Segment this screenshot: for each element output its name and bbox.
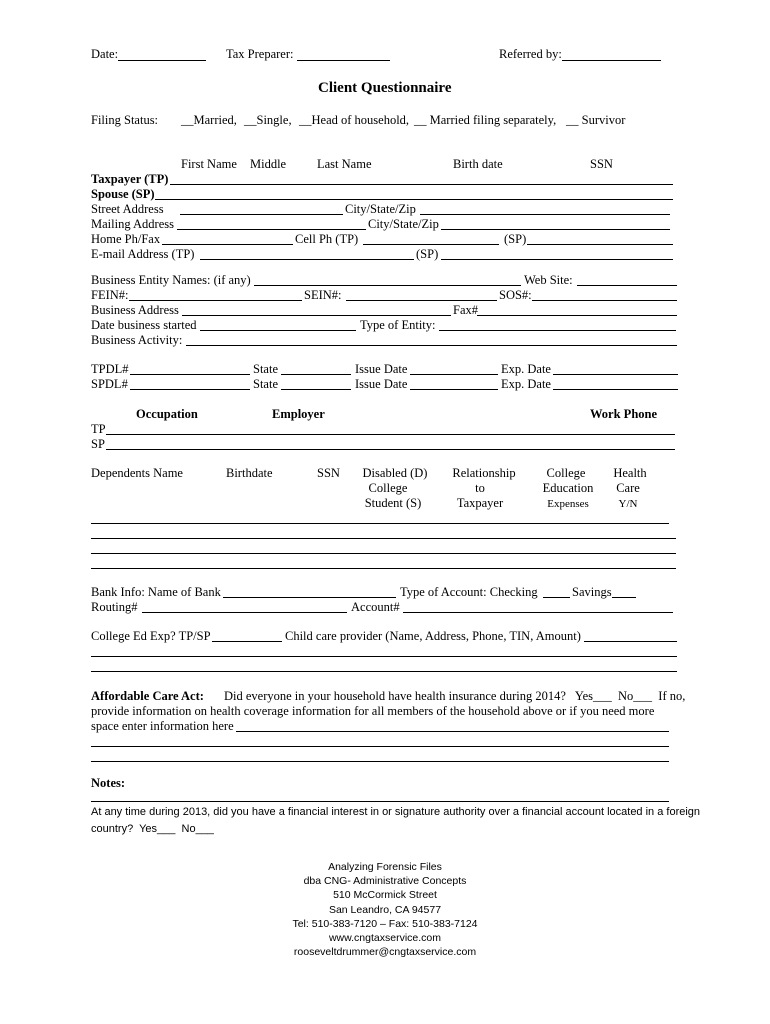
health-header-3: Y/N (618, 498, 638, 510)
aca-label: Affordable Care Act: (91, 689, 204, 703)
spdl-field[interactable] (130, 389, 250, 390)
mailing-city-state-zip-label: City/State/Zip (368, 217, 439, 231)
tpdl-exp-field[interactable] (553, 374, 678, 375)
city-state-zip-label: City/State/Zip (345, 202, 416, 216)
spdl-issue-field[interactable] (410, 389, 498, 390)
bank-name-label: Bank Info: Name of Bank (91, 585, 221, 599)
disabled-header-3: Student (S) (364, 496, 422, 510)
health-header-2: Care (616, 481, 640, 495)
cell-phone-sp-field[interactable] (527, 244, 673, 245)
date-label: Date: (91, 47, 119, 61)
referred-by-label: Referred by: (499, 47, 562, 61)
dependent-row-2[interactable] (91, 538, 676, 539)
account-type-checking-label: Type of Account: Checking (400, 585, 538, 599)
aca-field-2[interactable] (91, 746, 669, 747)
occupation-tp-field[interactable] (106, 434, 675, 435)
filing-option-survivor[interactable]: __ Survivor (566, 113, 626, 127)
fax-field[interactable] (477, 315, 677, 316)
aca-line-2: provide information on health coverage information for all members of the household above or if you need more (91, 704, 655, 718)
child-care-field[interactable] (584, 641, 677, 642)
footer-line: Tel: 510-383-7120 – Fax: 510-383-7124 (292, 917, 478, 930)
routing-label: Routing# (91, 600, 138, 614)
footer-email-link[interactable]: rooseveltdrummer@cngtaxservice.com (293, 946, 477, 959)
dependent-row-1[interactable] (91, 523, 669, 524)
sos-field[interactable] (532, 300, 677, 301)
aca-line-3: space enter information here (91, 719, 234, 733)
tpdl-issue-label: Issue Date (355, 362, 408, 376)
business-entity-field[interactable] (254, 285, 521, 286)
notes-label: Notes: (91, 776, 126, 790)
dependents-name-header: Dependents Name (91, 466, 183, 480)
spdl-state-field[interactable] (281, 389, 351, 390)
sein-label: SEIN#: (304, 288, 342, 302)
savings-label: Savings (572, 585, 612, 599)
occupation-sp-field[interactable] (106, 449, 675, 450)
street-address-field[interactable] (180, 214, 343, 215)
street-address-label: Street Address (91, 202, 164, 216)
child-care-label: Child care provider (Name, Address, Phone, TIN, Amount) (285, 629, 581, 643)
filing-option-married[interactable]: __Married, (181, 113, 237, 127)
business-address-label: Business Address (91, 303, 179, 317)
disabled-header-1: Disabled (D) (362, 466, 428, 480)
footer-line: Analyzing Forensic Files (328, 861, 442, 873)
aca-field-1[interactable] (236, 731, 669, 732)
web-site-label: Web Site: (524, 273, 573, 287)
health-header-1: Health (613, 466, 647, 480)
email-sp-field[interactable] (441, 259, 673, 260)
entity-type-field[interactable] (439, 330, 676, 331)
fein-field[interactable] (129, 300, 302, 301)
tpdl-label: TPDL# (91, 362, 129, 376)
tpdl-issue-field[interactable] (410, 374, 498, 375)
email-tp-label: E-mail Address (TP) (91, 247, 195, 261)
employer-header: Employer (272, 407, 325, 421)
col-middle: Middle (250, 157, 287, 171)
fein-label: FEIN#: (91, 288, 129, 302)
tax-preparer-field[interactable] (297, 60, 390, 61)
footer-website-link[interactable]: www.cngtaxservice.com (328, 932, 442, 945)
cell-phone-sp-label: (SP) (504, 232, 527, 246)
business-activity-label: Business Activity: (91, 333, 183, 347)
spdl-label: SPDL# (91, 377, 128, 391)
mailing-address-label: Mailing Address (91, 217, 174, 231)
sos-label: SOS#: (499, 288, 532, 302)
tpdl-exp-label: Exp. Date (501, 362, 551, 376)
account-number-label: Account# (351, 600, 400, 614)
work-phone-header: Work Phone (590, 407, 658, 421)
date-field[interactable] (118, 60, 206, 61)
college-ed-exp-label: College Ed Exp? TP/SP (91, 629, 211, 643)
sein-field[interactable] (346, 300, 497, 301)
footer-line: 510 McCormick Street (333, 889, 437, 902)
col-birth-date: Birth date (453, 157, 503, 171)
spdl-issue-label: Issue Date (355, 377, 408, 391)
account-number-field[interactable] (403, 612, 673, 613)
tax-preparer-label: Tax Preparer: (226, 47, 294, 61)
aca-field-3[interactable] (91, 761, 669, 762)
dependents-birthdate-header: Birthdate (226, 466, 273, 480)
notes-field[interactable] (91, 801, 669, 802)
occupation-tp-label: TP (91, 422, 106, 436)
referred-by-field[interactable] (562, 60, 661, 61)
city-state-zip-field[interactable] (420, 214, 670, 215)
routing-field[interactable] (142, 612, 347, 613)
taxpayer-field[interactable] (170, 184, 673, 185)
college-ed-exp-field[interactable] (212, 641, 282, 642)
date-started-field[interactable] (200, 330, 356, 331)
college-header-3: Expenses (547, 498, 589, 510)
cell-phone-tp-field[interactable] (363, 244, 499, 245)
entity-type-label: Type of Entity: (360, 318, 436, 332)
spouse-field[interactable] (155, 199, 673, 200)
savings-field[interactable] (612, 597, 636, 598)
relationship-header-3: Taxpayer (456, 496, 504, 510)
spdl-exp-label: Exp. Date (501, 377, 551, 391)
aca-line-1: Did everyone in your household have health insurance during 2014? Yes___ No___ If no, (224, 689, 686, 703)
footer-line: San Leandro, CA 94577 (328, 903, 442, 916)
business-entity-label: Business Entity Names: (if any) (91, 273, 251, 287)
child-care-line-3[interactable] (91, 671, 677, 672)
mailing-city-state-zip-field[interactable] (441, 229, 670, 230)
col-first-name: First Name (181, 157, 237, 171)
footer-line: dba CNG- Administrative Concepts (303, 875, 467, 888)
dependents-ssn-header: SSN (317, 466, 340, 480)
col-last-name: Last Name (317, 157, 372, 171)
email-sp-label: (SP) (416, 247, 439, 261)
checking-field[interactable] (543, 597, 570, 598)
spdl-state-label: State (253, 377, 278, 391)
filing-option-head-of-household[interactable]: __Head of household, (299, 113, 410, 127)
occupation-sp-label: SP (91, 437, 105, 451)
college-header-1: College (546, 466, 586, 480)
tpdl-field[interactable] (130, 374, 250, 375)
footer-address (200, 860, 570, 959)
bank-name-field[interactable] (223, 597, 396, 598)
dependent-row-3[interactable] (91, 553, 676, 554)
web-site-field[interactable] (577, 285, 677, 286)
occupation-header: Occupation (136, 407, 198, 421)
filing-option-married-separately[interactable]: __ Married filing separately, (414, 113, 557, 127)
home-phone-fax-label: Home Ph/Fax (91, 232, 161, 246)
relationship-header-2: to (475, 481, 485, 495)
tpdl-state-label: State (253, 362, 278, 376)
business-activity-field[interactable] (186, 345, 677, 346)
page-title: Client Questionnaire (318, 80, 452, 96)
foreign-account-question-2: country? Yes___ No___ (91, 823, 214, 835)
home-phone-fax-field[interactable] (162, 244, 293, 245)
foreign-account-question-1: At any time during 2013, did you have a financial interest in or signature authority over a financial account located in a foreign (91, 806, 701, 818)
mailing-address-field[interactable] (177, 229, 366, 230)
relationship-header-1: Relationship (452, 466, 516, 480)
taxpayer-label: Taxpayer (TP) (91, 172, 169, 186)
email-tp-field[interactable] (200, 259, 414, 260)
child-care-line-2[interactable] (91, 656, 677, 657)
cell-phone-tp-label: Cell Ph (TP) (295, 232, 359, 246)
filing-option-single[interactable]: __Single, (244, 113, 292, 127)
disabled-header-2: College (368, 481, 408, 495)
spouse-label: Spouse (SP) (91, 187, 155, 201)
business-address-field[interactable] (182, 315, 451, 316)
filing-status-label: Filing Status: (91, 113, 159, 127)
college-header-2: Education (542, 481, 594, 495)
col-ssn: SSN (590, 157, 613, 171)
date-started-label: Date business started (91, 318, 197, 332)
tpdl-state-field[interactable] (281, 374, 351, 375)
dependent-row-4[interactable] (91, 568, 676, 569)
fax-label: Fax# (453, 303, 478, 317)
spdl-exp-field[interactable] (553, 389, 678, 390)
